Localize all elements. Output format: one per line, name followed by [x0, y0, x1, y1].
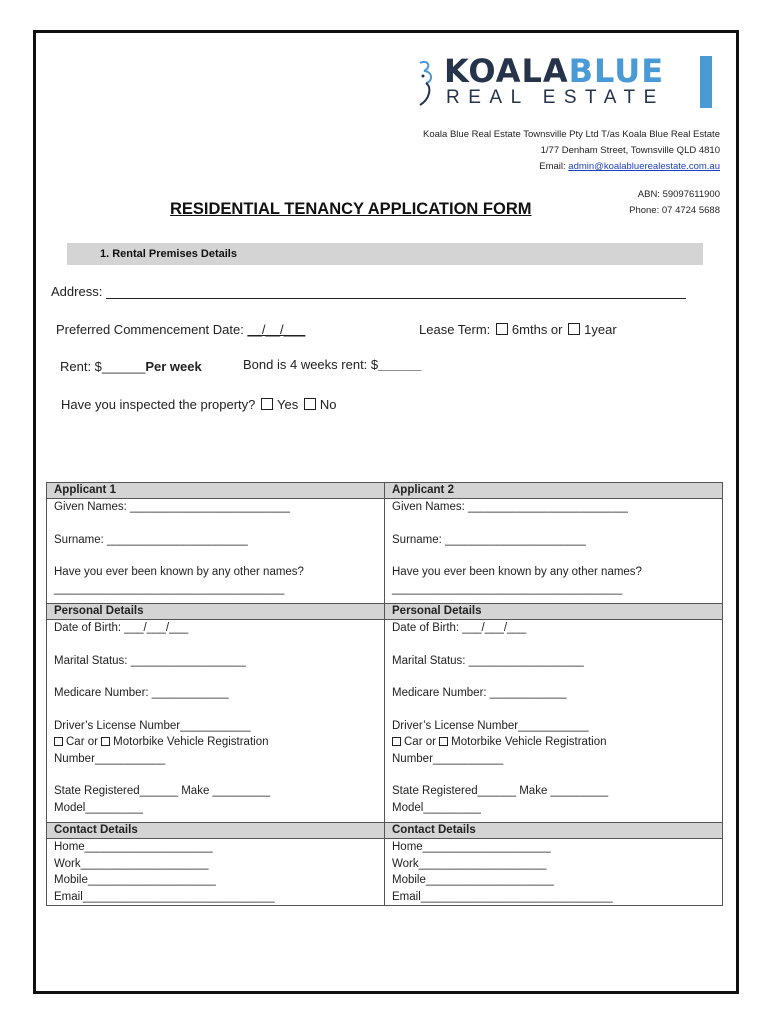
applicant-1-names-cell [47, 499, 385, 604]
medicare-number-field[interactable]: Medicare Number: ____________ [392, 687, 567, 699]
contact-details-header-1: Contact Details [47, 823, 385, 839]
company-address-line: 1/77 Denham Street, Townsville QLD 4810 [540, 145, 720, 156]
motorbike-label: Motorbike Vehicle Registration [113, 736, 269, 748]
logo-accent-bar [700, 56, 712, 108]
logo-wordmark: KOALABLUE [444, 52, 665, 90]
given-names-field[interactable]: Given Names: _________________________ [392, 501, 628, 513]
applicant-1-contact-cell [47, 839, 385, 906]
personal-details-header-2: Personal Details [385, 604, 723, 620]
personal-details-header-row [47, 604, 723, 620]
applicant-2-contact-cell [385, 839, 723, 906]
contact-details-header-row [47, 823, 723, 839]
company-address-block [423, 127, 720, 175]
model-field[interactable]: Model_________ [54, 801, 143, 814]
personal-details-header-1: Personal Details [47, 604, 385, 620]
section-heading-rental-premises: 1. Rental Premises Details [67, 243, 703, 265]
address-input-line[interactable] [106, 287, 686, 299]
registration-number-field[interactable]: Number___________ [392, 752, 504, 765]
surname-field[interactable]: Surname: ______________________ [54, 533, 248, 546]
phone-text: Phone: 07 4724 5688 [629, 205, 720, 216]
state-make-field[interactable]: State Registered______ Make _________ [54, 785, 271, 797]
commencement-row [56, 322, 305, 337]
inspected-label: Have you inspected the property? [61, 397, 260, 412]
drivers-license-field[interactable]: Driver’s License Number___________ [54, 719, 251, 732]
dob-field[interactable]: Date of Birth: ___/___/___ [54, 622, 189, 634]
company-email-link[interactable]: admin@koalabluerealestate.com.au [568, 161, 720, 172]
bond-row [243, 357, 422, 372]
registration-number-field[interactable]: Number___________ [54, 752, 166, 765]
inspected-no-label: No [319, 397, 337, 412]
email-field[interactable]: Email______________________________ [54, 890, 275, 903]
home-phone-field[interactable]: Home____________________ [392, 841, 551, 853]
koala-swirl-icon [414, 57, 436, 107]
other-names-question: Have you ever been known by any other names? [392, 566, 642, 578]
motorbike-label: Motorbike Vehicle Registration [451, 736, 607, 748]
lease-1year-label: 1year [584, 322, 617, 337]
marital-status-field[interactable]: Marital Status: __________________ [392, 654, 584, 667]
work-phone-field[interactable]: Work____________________ [392, 857, 547, 870]
contact-details-header-2: Contact Details [385, 823, 723, 839]
applicant-1-personal-cell [47, 620, 385, 823]
other-names-question: Have you ever been known by any other names? [54, 566, 304, 578]
lease-term-label: Lease Term: [419, 322, 494, 337]
company-name-line: Koala Blue Real Estate Townsville Pty Ltd T/as Koala Blue Real Estate [423, 129, 720, 140]
car-checkbox[interactable] [54, 737, 63, 746]
work-phone-field[interactable]: Work____________________ [54, 857, 209, 870]
bond-input-line[interactable]: ______ [378, 357, 422, 372]
car-checkbox[interactable] [392, 737, 401, 746]
address-label: Address: [51, 284, 106, 299]
surname-field[interactable]: Surname: ______________________ [392, 533, 586, 546]
address-row [51, 284, 686, 299]
dob-field[interactable]: Date of Birth: ___/___/___ [392, 622, 527, 634]
inspected-yes-checkbox[interactable] [261, 398, 273, 410]
motorbike-checkbox[interactable] [439, 737, 448, 746]
commencement-date-field[interactable]: __/__/___ [247, 322, 306, 337]
marital-status-field[interactable]: Marital Status: __________________ [54, 654, 246, 667]
lease-term-row [419, 322, 617, 337]
mobile-field[interactable]: Mobile____________________ [54, 874, 216, 886]
email-field[interactable]: Email______________________________ [392, 890, 613, 903]
inspected-row [61, 397, 336, 412]
company-logo [414, 52, 716, 111]
logo-subtitle: REAL ESTATE [446, 87, 665, 108]
mobile-field[interactable]: Mobile____________________ [392, 874, 554, 886]
abn-text: ABN: 59097611900 [637, 189, 720, 200]
commencement-label: Preferred Commencement Date: [56, 322, 248, 337]
vehicle-type-row [392, 734, 715, 751]
form-title: RESIDENTIAL TENANCY APPLICATION FORM [170, 200, 532, 218]
car-label: Car or [66, 736, 102, 748]
rent-input-line[interactable]: ______ [101, 359, 146, 374]
applicant-2-personal-cell [385, 620, 723, 823]
abn-phone-block [629, 187, 720, 219]
lease-1year-checkbox[interactable] [568, 323, 580, 335]
inspected-yes-label: Yes [277, 397, 299, 412]
contact-details-row [47, 839, 723, 906]
car-label: Car or [404, 736, 440, 748]
motorbike-checkbox[interactable] [101, 737, 110, 746]
state-make-field[interactable]: State Registered______ Make _________ [392, 785, 609, 797]
other-names-field[interactable]: ____________________________________ [54, 582, 285, 595]
per-week-label: Per week [145, 359, 202, 374]
home-phone-field[interactable]: Home____________________ [54, 841, 213, 853]
inspected-no-checkbox[interactable] [304, 398, 316, 410]
bond-label: Bond is 4 weeks rent: $ [243, 357, 379, 372]
rent-label: Rent: $ [60, 359, 102, 374]
drivers-license-field[interactable]: Driver’s License Number___________ [392, 719, 589, 732]
applicant-names-row [47, 499, 723, 604]
rent-row [60, 359, 202, 374]
lease-6mths-label: 6mths or [511, 322, 563, 337]
given-names-field[interactable]: Given Names: _________________________ [54, 501, 290, 513]
medicare-number-field[interactable]: Medicare Number: ____________ [54, 687, 229, 699]
applicant-1-header: Applicant 1 [47, 483, 385, 499]
applicant-header-row [47, 483, 723, 499]
model-field[interactable]: Model_________ [392, 801, 481, 814]
lease-6mths-checkbox[interactable] [496, 323, 508, 335]
vehicle-type-row [54, 734, 377, 751]
personal-details-row [47, 620, 723, 823]
applicant-table [46, 482, 723, 906]
other-names-field[interactable]: ____________________________________ [392, 582, 623, 595]
applicant-2-names-cell [385, 499, 723, 604]
company-email-line: Email: admin@koalabluerealestate.com.au [539, 161, 720, 172]
applicant-2-header: Applicant 2 [385, 483, 723, 499]
